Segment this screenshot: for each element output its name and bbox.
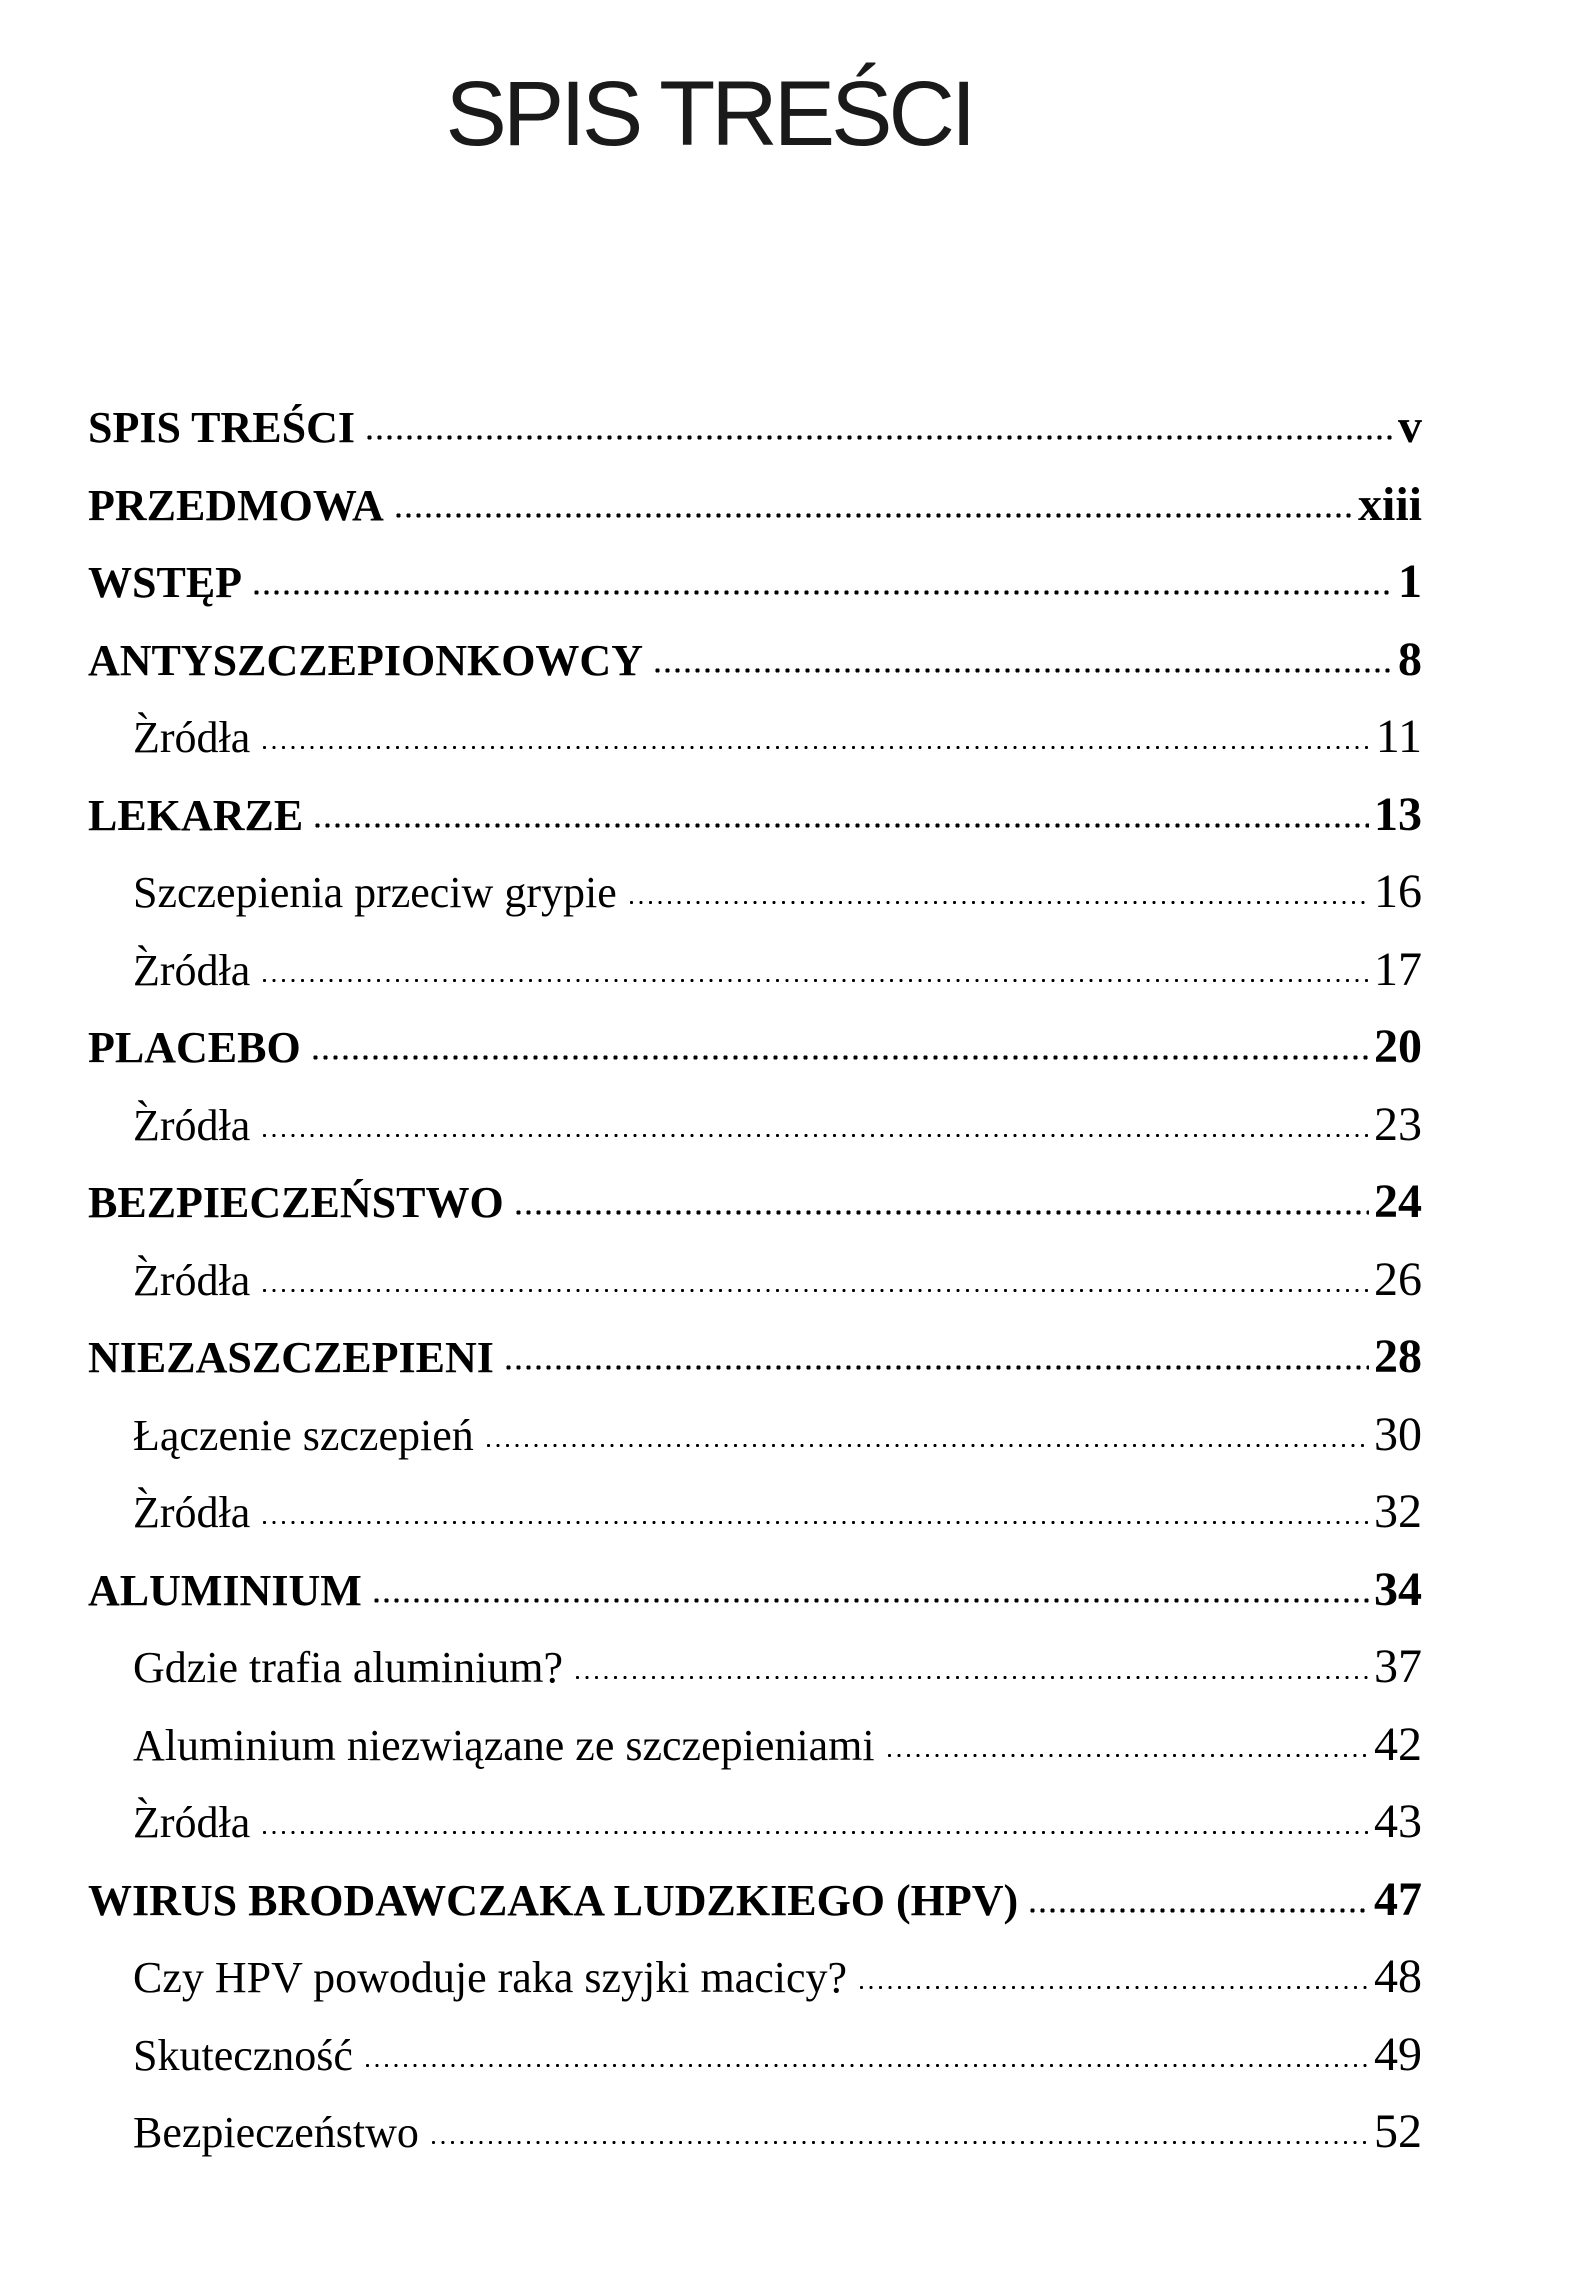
toc-entry-label: PRZEDMOWA bbox=[88, 480, 384, 530]
dot-leader bbox=[260, 1828, 1369, 1837]
toc-entry-page: 37 bbox=[1374, 1640, 1422, 1693]
toc-entry-page: 34 bbox=[1374, 1562, 1422, 1616]
dot-leader bbox=[1028, 1906, 1369, 1915]
dot-leader bbox=[260, 743, 1370, 752]
toc-entry-label: Szczepienia przeciw grypie bbox=[133, 868, 617, 917]
toc-entry-page: 49 bbox=[1374, 2027, 1422, 2081]
toc-entry bbox=[88, 1396, 1422, 1474]
dot-leader bbox=[429, 2138, 1369, 2147]
toc-entry bbox=[88, 698, 1422, 776]
toc-entry bbox=[88, 1241, 1422, 1319]
toc-entry bbox=[88, 466, 1422, 544]
toc-entry-label: PLACEBO bbox=[88, 1023, 301, 1072]
dot-leader bbox=[573, 1673, 1369, 1682]
toc-entry-label: ANTYSZCZEPIONKOWCY bbox=[88, 635, 643, 685]
dot-leader bbox=[260, 1286, 1369, 1295]
toc-entry bbox=[88, 1783, 1422, 1861]
toc-entry-label: Bezpieczeństwo bbox=[133, 2108, 419, 2157]
toc-entry-label: Aluminium niezwiązane ze szczepieniami bbox=[133, 1720, 875, 1770]
toc-entry bbox=[88, 621, 1422, 699]
toc-entry-page: 28 bbox=[1374, 1330, 1422, 1383]
toc-entry-page: xiii bbox=[1357, 477, 1422, 531]
toc-entry bbox=[88, 1706, 1422, 1784]
toc-entry-page: 16 bbox=[1374, 865, 1422, 918]
toc-entry-page: 24 bbox=[1374, 1175, 1422, 1228]
page-title: SPIS TREŚCI bbox=[445, 63, 973, 165]
toc-entry-label: Z̀ródła bbox=[133, 1255, 251, 1305]
toc-entry bbox=[88, 1628, 1422, 1706]
dot-leader bbox=[885, 1751, 1369, 1760]
toc-entry bbox=[88, 1938, 1422, 2016]
dot-leader bbox=[311, 1053, 1369, 1062]
dot-leader bbox=[372, 1596, 1369, 1605]
toc-entry-label: Skuteczność bbox=[133, 2030, 353, 2080]
toc-entry-label: WIRUS BRODAWCZAKA LUDZKIEGO (HPV) bbox=[88, 1875, 1019, 1925]
toc-list bbox=[88, 388, 1422, 2171]
toc-entry-page: 32 bbox=[1374, 1485, 1422, 1538]
toc-entry-page: 42 bbox=[1374, 1717, 1422, 1771]
toc-entry bbox=[88, 1473, 1422, 1551]
toc-entry bbox=[88, 543, 1422, 621]
dot-leader bbox=[260, 1518, 1369, 1527]
toc-entry-label: Z̀ródła bbox=[133, 1798, 251, 1847]
toc-entry bbox=[88, 2093, 1422, 2171]
toc-entry bbox=[88, 388, 1422, 466]
toc-entry-page: 11 bbox=[1375, 710, 1422, 763]
dot-leader bbox=[260, 1131, 1369, 1140]
toc-entry-page: 23 bbox=[1374, 1097, 1422, 1151]
toc-entry-label: Z̀ródła bbox=[133, 1488, 251, 1537]
dot-leader bbox=[260, 976, 1369, 985]
toc-entry-label: Łączenie szczepień bbox=[133, 1410, 474, 1460]
toc-entry-label: LEKARZE bbox=[88, 790, 304, 840]
toc-entry-page: 43 bbox=[1374, 1795, 1422, 1848]
toc-entry-page: v bbox=[1398, 400, 1422, 453]
toc-entry-label: BEZPIECZEŃSTWO bbox=[88, 1178, 504, 1227]
dot-leader bbox=[484, 1441, 1369, 1450]
toc-entry bbox=[88, 1318, 1422, 1396]
toc-entry bbox=[88, 1861, 1422, 1939]
dot-leader bbox=[365, 433, 1393, 442]
toc-entry-label: ALUMINIUM bbox=[88, 1565, 362, 1615]
toc-entry-page: 1 bbox=[1398, 555, 1422, 608]
toc-entry bbox=[88, 853, 1422, 931]
dot-leader bbox=[252, 588, 1393, 597]
toc-entry-label: WSTĘP bbox=[88, 558, 243, 607]
toc-entry-label: Z̀ródła bbox=[133, 713, 251, 762]
toc-entry-page: 47 bbox=[1374, 1872, 1422, 1926]
toc-entry-page: 8 bbox=[1398, 632, 1422, 686]
toc-entry-page: 17 bbox=[1374, 942, 1422, 996]
toc-entry-label: Z̀ródła bbox=[133, 1100, 251, 1150]
toc-entry-label: NIEZASZCZEPIENI bbox=[88, 1333, 494, 1382]
dot-leader bbox=[627, 898, 1369, 907]
toc-entry-label: SPIS TREŚCI bbox=[88, 403, 355, 452]
toc-entry bbox=[88, 931, 1422, 1009]
toc-entry-page: 26 bbox=[1374, 1252, 1422, 1306]
toc-entry bbox=[88, 1086, 1422, 1164]
toc-entry-page: 20 bbox=[1374, 1020, 1422, 1073]
toc-entry bbox=[88, 2016, 1422, 2094]
dot-leader bbox=[653, 666, 1393, 675]
dot-leader bbox=[313, 821, 1369, 830]
dot-leader bbox=[504, 1363, 1369, 1372]
dot-leader bbox=[514, 1208, 1369, 1217]
toc-entry-page: 13 bbox=[1374, 787, 1422, 841]
toc-entry-page: 52 bbox=[1374, 2105, 1422, 2158]
dot-leader bbox=[857, 1983, 1369, 1992]
toc-entry-page: 30 bbox=[1374, 1407, 1422, 1461]
toc-entry bbox=[88, 1008, 1422, 1086]
toc-entry-page: 48 bbox=[1374, 1950, 1422, 2003]
dot-leader bbox=[363, 2061, 1369, 2070]
toc-entry bbox=[88, 1163, 1422, 1241]
toc-entry bbox=[88, 776, 1422, 854]
toc-entry-label: Gdzie trafia aluminium? bbox=[133, 1643, 564, 1692]
toc-entry-label: Czy HPV powoduje raka szyjki macicy? bbox=[133, 1953, 848, 2002]
dot-leader bbox=[394, 511, 1353, 520]
toc-entry-label: Z̀ródła bbox=[133, 945, 251, 995]
toc-entry bbox=[88, 1551, 1422, 1629]
